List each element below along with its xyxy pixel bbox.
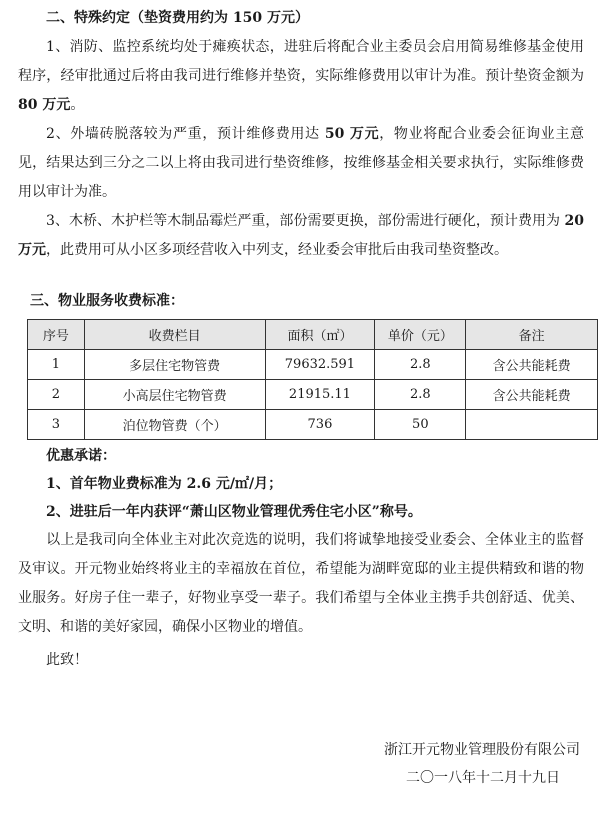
promises-title: 优惠承诺： xyxy=(46,448,116,464)
table-row xyxy=(28,350,598,380)
header-item: 收费栏目 xyxy=(84,320,265,350)
header-price: 单价（元） xyxy=(375,320,466,350)
cell-note: 含公共能耗费 xyxy=(466,380,598,410)
header-area: 面积（㎡） xyxy=(265,320,375,350)
section-2-item-3: 3、木桥、木护栏等木制品霉烂严重，部份需要更换，部份需进行硬化，预计费用为 20 万元，此费用可从小区多项经营收入中列支，经业委会审批后由我司垫资整改。 xyxy=(18,213,584,258)
section-2-title: 二、特殊约定（垫资费用约为 150 万元） xyxy=(46,10,309,26)
cell-item: 小高层住宅物管费 xyxy=(84,380,265,410)
cell-price: 50 xyxy=(375,410,466,440)
cell-index: 1 xyxy=(28,350,85,380)
promise-item-2: 2、进驻后一年内获评“萧山区物业管理优秀住宅小区”称号。 xyxy=(46,504,422,520)
table-row xyxy=(28,410,598,440)
cell-note: 含公共能耗费 xyxy=(466,350,598,380)
header-note: 备注 xyxy=(466,320,598,350)
cell-index: 3 xyxy=(28,410,85,440)
cell-price: 2.8 xyxy=(375,350,466,380)
section-2-item-1: 1、消防、监控系统均处于瘫痪状态，进驻后将配合业主委员会启用简易维修基金使用程序，经审批通过后将由我司进行维修并垫资，实际维修费用以审计为准。预计垫资金额为 80 万元。 xyxy=(18,39,584,113)
cell-price: 2.8 xyxy=(375,380,466,410)
cell-area: 21915.11 xyxy=(265,380,375,410)
signature-company: 浙江开元物业管理股份有限公司 xyxy=(384,742,580,758)
closing-paragraph: 以上是我司向全体业主对此次竞选的说明，我们将诚挚地接受业委会、全体业主的监督及审议。开元物业始终将业主的幸福放在首位，希望能为湖畔宽邸的业主提供精致和谐的物业服务。好房子住一辈子，好物业享受一辈子。我们希望与全体业主携手共创舒适、优美、文明、和谐的美好家园，确保小区物业的增值。 xyxy=(18,532,584,635)
promise-item-1: 1、首年物业费标准为 2.6 元/㎡/月； xyxy=(46,476,283,492)
header-index: 序号 xyxy=(28,320,85,350)
table-row xyxy=(28,380,598,410)
section-3-title: 三、物业服务收费标准： xyxy=(30,293,184,309)
cell-index: 2 xyxy=(28,380,85,410)
cell-item: 泊位物管费（个） xyxy=(84,410,265,440)
salutation: 此致！ xyxy=(46,652,88,668)
signature-date: 二〇一八年十二月十九日 xyxy=(406,770,560,786)
cell-item: 多层住宅物管费 xyxy=(84,350,265,380)
cell-area: 79632.591 xyxy=(265,350,375,380)
cell-area: 736 xyxy=(265,410,375,440)
fee-table-header-row xyxy=(28,320,598,350)
section-2-item-2: 2、外墙砖脱落较为严重，预计维修费用达 50 万元，物业将配合业委会征询业主意见，结果达到三分之二以上将由我司进行垫资维修，按维修基金相关要求执行，实际维修费用以审计为准。 xyxy=(18,126,585,200)
cell-note xyxy=(466,410,598,440)
fee-table xyxy=(27,319,598,440)
